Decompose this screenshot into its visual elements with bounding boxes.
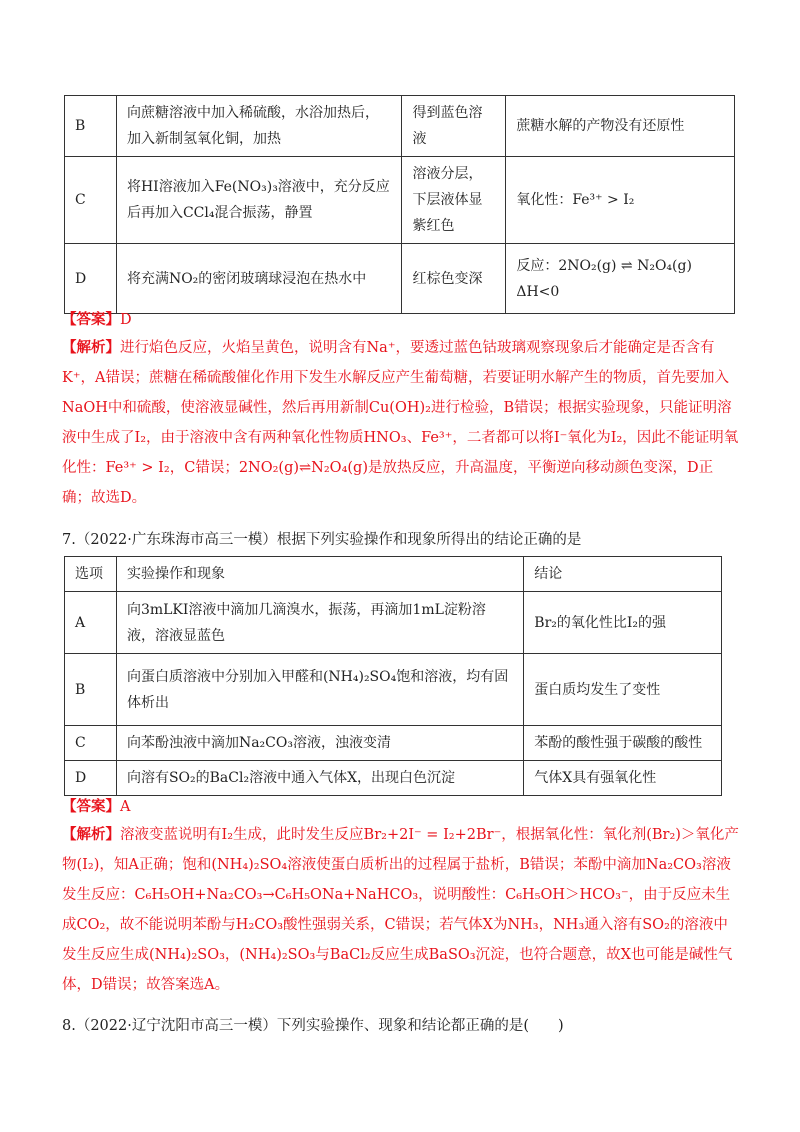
header-option: 选项	[65, 557, 117, 592]
operation-cell: 将HI溶液加入Fe(NO₃)₃溶液中，充分反应后再加入CCl₄混合振荡，静置	[116, 157, 402, 244]
operation-cell: 向溶有SO₂的BaCl₂溶液中通入气体X，出现白色沉淀	[116, 761, 523, 796]
analysis-label: 【解析】	[62, 339, 120, 356]
answer-label: 【答案】	[62, 798, 120, 815]
analysis-text: 溶液变蓝说明有I₂生成，此时发生反应Br₂+2I⁻ = I₂+2Br⁻，根据氧化性：氧化剂(Br₂)＞氧化产物(I₂)，知A正确；饱和(NH₄)₂SO₄溶液使蛋白质析出的过程属于盐析，B错误；苯酚中滴加Na₂CO₃溶液发生反应：C₆H₅OH+Na₂CO₃→C₆H₅ONa+NaHCO₃，说明酸性：C₆H₅OH＞HCO₃⁻，由于反应未生成CO₂，故不能说明苯酚与H₂CO₃酸性强弱关系，C错误；若气体X为NH₃，NH₃通入溶有SO₂的溶液中发生反应生成(NH₄)₂SO₃，(NH₄)₂SO₃与BaCl₂反应生成BaSO₃沉淀，也符合题意，故X也可能是碱性气体，D错误；故答案选A。	[62, 827, 739, 993]
analysis-text: 进行焰色反应，火焰呈黄色，说明含有Na⁺，要透过蓝色钴玻璃观察现象后才能确定是否含有K⁺，A错误；蔗糖在稀硫酸催化作用下发生水解反应产生葡萄糖，若要证明水解产生的物质，首先要加入NaOH中和硫酸，使溶液显碱性，然后再用新制Cu(OH)₂进行检验，B错误；根据实验现象，只能证明溶液中生成了I₂，由于溶液中含有两种氧化性物质HNO₃、Fe³⁺，二者都可以将I⁻氧化为I₂，因此不能证明氧化性：Fe³⁺ > I₂，C错误；2NO₂(g)⇌N₂O₄(g)是放热反应，升高温度，平衡逆向移动颜色变深，D正确；故选D。	[62, 340, 739, 506]
header-operation: 实验操作和现象	[116, 557, 523, 592]
table-row	[65, 244, 735, 314]
question-8-title: 8.（2022·辽宁沈阳市高三一模）下列实验操作、现象和结论都正确的是( )	[62, 1018, 564, 1034]
analysis-1	[62, 333, 742, 513]
experiment-table-2	[64, 556, 722, 796]
conclusion-cell: 反应：2NO₂(g) ⇌ N₂O₄(g) ΔH<0	[506, 244, 735, 314]
phenomenon-cell: 溶液分层，下层液体显紫红色	[402, 157, 506, 244]
phenomenon-cell: 得到蓝色溶液	[402, 96, 506, 157]
operation-cell: 向蛋白质溶液中分别加入甲醛和(NH₄)₂SO₄饱和溶液，均有固体析出	[116, 654, 523, 726]
conclusion-cell: 蔗糖水解的产物没有还原性	[506, 96, 735, 157]
operation-cell: 向苯酚浊液中滴加Na₂CO₃溶液，浊液变清	[116, 726, 523, 761]
table-row	[65, 96, 735, 157]
operation-cell: 向3mLKI溶液中滴加几滴溴水，振荡，再滴加1mL淀粉溶液，溶液显蓝色	[116, 592, 523, 654]
answer-1	[62, 305, 742, 335]
option-cell: D	[65, 244, 117, 314]
option-cell: B	[65, 654, 117, 726]
conclusion-cell: 气体X具有强氧化性	[524, 761, 722, 796]
conclusion-cell: 蛋白质均发生了变性	[524, 654, 722, 726]
header-conclusion: 结论	[524, 557, 722, 592]
conclusion-cell: Br₂的氧化性比I₂的强	[524, 592, 722, 654]
table-row	[65, 157, 735, 244]
table-row	[65, 592, 722, 654]
operation-cell: 将充满NO₂的密闭玻璃球浸泡在热水中	[116, 244, 402, 314]
phenomenon-cell: 红棕色变深	[402, 244, 506, 314]
table-row	[65, 761, 722, 796]
option-cell: B	[65, 96, 117, 157]
experiment-table-1	[64, 95, 735, 314]
table-row	[65, 654, 722, 726]
answer-value: D	[120, 312, 132, 328]
option-cell: A	[65, 592, 117, 654]
analysis-2	[62, 820, 742, 1000]
answer-value: A	[120, 799, 131, 815]
analysis-label: 【解析】	[62, 826, 120, 843]
question-7-title: 7.（2022·广东珠海市高三一模）根据下列实验操作和现象所得出的结论正确的是	[62, 532, 582, 548]
conclusion-cell: 苯酚的酸性强于碳酸的酸性	[524, 726, 722, 761]
table-header-row	[65, 557, 722, 592]
answer-label: 【答案】	[62, 311, 120, 328]
option-cell: D	[65, 761, 117, 796]
operation-cell: 向蔗糖溶液中加入稀硫酸，水浴加热后，加入新制氢氧化铜，加热	[116, 96, 402, 157]
table-row	[65, 726, 722, 761]
option-cell: C	[65, 157, 117, 244]
option-cell: C	[65, 726, 117, 761]
conclusion-cell: 氧化性：Fe³⁺ > I₂	[506, 157, 735, 244]
answer-2	[62, 792, 742, 822]
